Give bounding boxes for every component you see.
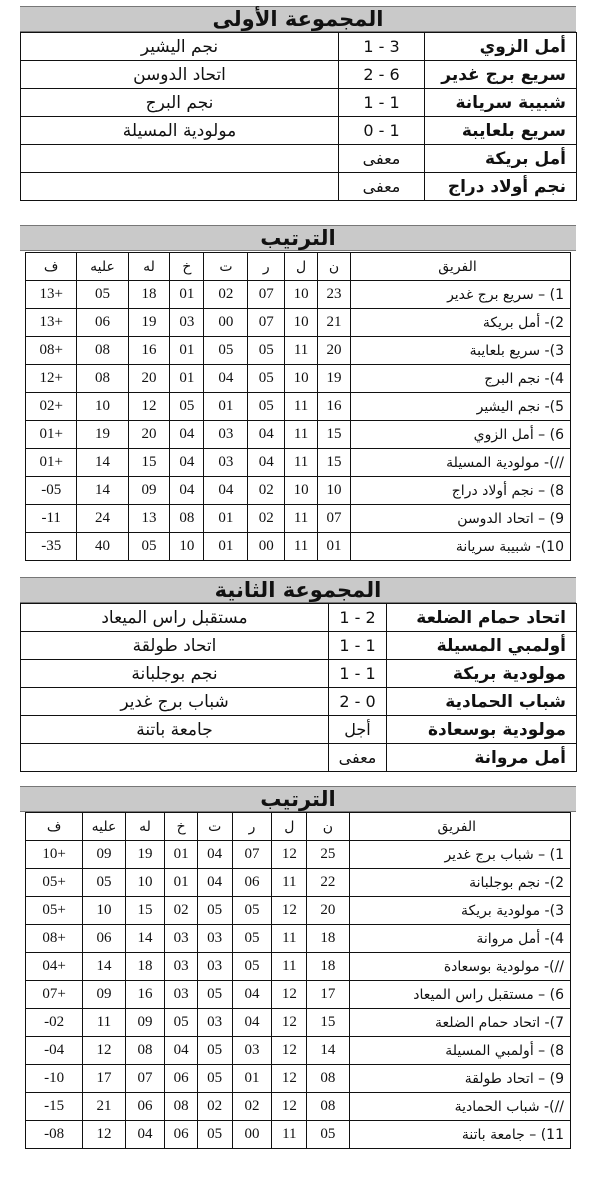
stat-cell: 10 (83, 897, 125, 925)
team-name: //)- شباب الحمادية (349, 1093, 570, 1121)
stat-cell: 11 (285, 393, 318, 421)
stat-cell: 01 (165, 841, 197, 869)
stat-cell: 08 (125, 1037, 165, 1065)
stat-cell: 04 (125, 1121, 165, 1149)
stat-cell: 05 (77, 281, 128, 309)
stat-cell: 07 (248, 309, 285, 337)
stat-cell: 14 (307, 1037, 349, 1065)
stat-cell: 11 (285, 505, 318, 533)
stat-cell: 00 (248, 533, 285, 561)
home-team: اتحاد حمام الضلعة (387, 604, 577, 632)
stat-cell: 14 (125, 925, 165, 953)
stat-cell: 10 (285, 477, 318, 505)
result-row (21, 716, 577, 744)
standings-row (26, 505, 571, 533)
stat-cell: 19 (77, 421, 128, 449)
home-team: سريع بلعايبة (425, 117, 577, 145)
stat-cell: 04 (170, 449, 204, 477)
stat-cell: 15 (318, 421, 351, 449)
team-name: 3)- مولودية بريكة (349, 897, 570, 925)
group2-standings-title: الترتيب (20, 786, 576, 812)
stat-cell: +12 (26, 365, 77, 393)
stat-cell: 08 (165, 1093, 197, 1121)
stat-cell: 02 (204, 281, 248, 309)
team-name: 1) – شباب برج غدير (349, 841, 570, 869)
standings-row (26, 1037, 571, 1065)
stat-cell: 10 (170, 533, 204, 561)
stat-cell: 04 (170, 421, 204, 449)
stat-cell: 12 (272, 981, 307, 1009)
team-name: 5)- نجم اليشير (351, 393, 571, 421)
stat-cell: +13 (26, 309, 77, 337)
result-row (21, 604, 577, 632)
stat-cell: 03 (197, 925, 232, 953)
stat-cell: 01 (170, 365, 204, 393)
stat-cell: 12 (272, 1093, 307, 1121)
stat-column-header: ل (285, 253, 318, 281)
stat-cell: 15- (26, 1093, 83, 1121)
stat-cell: 01 (232, 1065, 272, 1093)
stat-cell: 21 (318, 309, 351, 337)
away-team: اتحاد الدوسن (21, 61, 339, 89)
home-team: أمل بريكة (425, 145, 577, 173)
stat-cell: 06 (232, 869, 272, 897)
away-team: مستقبل راس الميعاد (21, 604, 329, 632)
stat-cell: 01 (204, 533, 248, 561)
standings-row (26, 925, 571, 953)
stat-column-header: عليه (77, 253, 128, 281)
stat-cell: 13 (128, 505, 170, 533)
stat-cell: 01 (204, 505, 248, 533)
stat-cell: 08 (307, 1065, 349, 1093)
stat-column-header: ف (26, 813, 83, 841)
standings-row (26, 449, 571, 477)
stat-cell: +05 (26, 897, 83, 925)
team-name: 9) – اتحاد الدوسن (351, 505, 571, 533)
stat-cell: 11 (272, 925, 307, 953)
stat-column-header: له (128, 253, 170, 281)
stat-cell: 04 (204, 477, 248, 505)
result-row (21, 33, 577, 61)
stat-cell: 03 (165, 981, 197, 1009)
home-team: أمل مروانة (387, 744, 577, 772)
stat-cell: 04 (197, 869, 232, 897)
stat-cell: 02 (232, 1093, 272, 1121)
stat-cell: 10 (77, 393, 128, 421)
stat-cell: 11 (83, 1009, 125, 1037)
stat-cell: 10 (318, 477, 351, 505)
stat-cell: 05 (197, 1065, 232, 1093)
stat-cell: 10 (285, 365, 318, 393)
team-name: //)- مولودية المسيلة (351, 449, 571, 477)
stat-cell: 22 (307, 869, 349, 897)
stat-cell: 20 (128, 421, 170, 449)
stat-cell: 05 (197, 897, 232, 925)
standings-row (26, 953, 571, 981)
stat-cell: 09 (83, 841, 125, 869)
stat-cell: +13 (26, 281, 77, 309)
stat-cell: 03 (165, 925, 197, 953)
stat-cell: 18 (307, 925, 349, 953)
home-team: أمل الزوي (425, 33, 577, 61)
team-name: 6) – مستقبل راس الميعاد (349, 981, 570, 1009)
stat-cell: 01 (318, 533, 351, 561)
stat-cell: 07 (232, 841, 272, 869)
team-name: 10)- شبيبة سريانة (351, 533, 571, 561)
stat-column-header: خ (165, 813, 197, 841)
stat-column-header: ر (232, 813, 272, 841)
stat-cell: 08- (26, 1121, 83, 1149)
result-row (21, 145, 577, 173)
stat-cell: 04 (248, 421, 285, 449)
stat-cell: 07 (248, 281, 285, 309)
stat-cell: 15 (318, 449, 351, 477)
stat-cell: 19 (125, 841, 165, 869)
stat-cell: +07 (26, 981, 83, 1009)
match-score: معفى (329, 744, 387, 772)
stat-column-header: ت (204, 253, 248, 281)
result-row (21, 744, 577, 772)
stat-cell: 16 (318, 393, 351, 421)
stat-cell: 12 (272, 1065, 307, 1093)
result-row (21, 660, 577, 688)
stat-cell: 05 (307, 1121, 349, 1149)
stat-cell: 08 (77, 365, 128, 393)
team-name: 2)- نجم بوجلبانة (349, 869, 570, 897)
team-column-header: الفريق (349, 813, 570, 841)
group2-title: المجموعة الثانية (20, 577, 576, 603)
stat-cell: 01 (204, 393, 248, 421)
stat-cell: 03 (232, 1037, 272, 1065)
result-row (21, 117, 577, 145)
stat-column-header: ل (272, 813, 307, 841)
stat-cell: 15 (125, 897, 165, 925)
stat-cell: +01 (26, 421, 77, 449)
match-score: 2 - 1 (329, 604, 387, 632)
stat-cell: 35- (26, 533, 77, 561)
team-name: 4)- نجم البرج (351, 365, 571, 393)
stat-cell: 06 (83, 925, 125, 953)
stat-cell: 05 (197, 1121, 232, 1149)
stat-cell: 18 (125, 953, 165, 981)
stat-column-header: ر (248, 253, 285, 281)
away-team: نجم بوجلبانة (21, 660, 329, 688)
away-team (21, 173, 339, 201)
stat-column-header: ت (197, 813, 232, 841)
home-team: مولودية بوسعادة (387, 716, 577, 744)
stat-cell: 02 (197, 1093, 232, 1121)
stat-cell: +05 (26, 869, 83, 897)
match-score: 1 - 1 (329, 632, 387, 660)
stat-column-header: عليه (83, 813, 125, 841)
stat-cell: 01 (165, 869, 197, 897)
stat-cell: 05- (26, 477, 77, 505)
away-team (21, 145, 339, 173)
standings-row (26, 1093, 571, 1121)
standings-row (26, 365, 571, 393)
standings-row (26, 869, 571, 897)
standings-row (26, 393, 571, 421)
match-score: 1 - 1 (329, 660, 387, 688)
stat-cell: 15 (307, 1009, 349, 1037)
stat-cell: 04 (232, 981, 272, 1009)
stat-column-header: ف (26, 253, 77, 281)
stat-cell: 12 (272, 897, 307, 925)
team-name: 2)- أمل بريكة (351, 309, 571, 337)
stat-cell: 08 (307, 1093, 349, 1121)
stat-cell: +01 (26, 449, 77, 477)
match-score: 0 - 2 (329, 688, 387, 716)
result-row (21, 688, 577, 716)
stat-cell: 01 (170, 337, 204, 365)
stat-cell: 00 (204, 309, 248, 337)
stat-cell: 11- (26, 505, 77, 533)
stat-cell: 10 (285, 309, 318, 337)
standings-row (26, 981, 571, 1009)
standings-header-row (26, 253, 571, 281)
stat-cell: 05 (128, 533, 170, 561)
stat-cell: 04- (26, 1037, 83, 1065)
group1-title: المجموعة الأولى (20, 6, 576, 32)
stat-cell: 21 (83, 1093, 125, 1121)
stat-cell: 17 (307, 981, 349, 1009)
stat-cell: 05 (248, 365, 285, 393)
stat-cell: 04 (204, 365, 248, 393)
stat-cell: 09 (83, 981, 125, 1009)
stat-cell: 11 (272, 869, 307, 897)
stat-cell: 20 (318, 337, 351, 365)
match-score: 1 - 0 (339, 117, 425, 145)
stat-column-header: ن (307, 813, 349, 841)
standings-row (26, 841, 571, 869)
team-name: 9) – اتحاد طولقة (349, 1065, 570, 1093)
team-name: 1) – سريع برج غدير (351, 281, 571, 309)
away-team: نجم البرج (21, 89, 339, 117)
stat-cell: 05 (232, 953, 272, 981)
stat-cell: 11 (285, 533, 318, 561)
stat-cell: 12 (272, 1037, 307, 1065)
away-team: نجم اليشير (21, 33, 339, 61)
away-team (21, 744, 329, 772)
home-team: شبيبة سريانة (425, 89, 577, 117)
team-name: 6) – أمل الزوي (351, 421, 571, 449)
match-score: معفى (339, 145, 425, 173)
standings-row (26, 309, 571, 337)
stat-cell: 12 (83, 1121, 125, 1149)
standings-row (26, 421, 571, 449)
stat-cell: 04 (170, 477, 204, 505)
stat-cell: 40 (77, 533, 128, 561)
team-name: 11) – جامعة باتنة (349, 1121, 570, 1149)
stat-cell: 10 (125, 869, 165, 897)
stat-cell: 11 (285, 449, 318, 477)
stat-cell: 03 (204, 449, 248, 477)
stat-cell: 04 (248, 449, 285, 477)
stat-cell: 02 (248, 477, 285, 505)
stat-cell: 18 (128, 281, 170, 309)
stat-cell: 12 (272, 841, 307, 869)
match-score: 1 - 1 (339, 89, 425, 117)
stat-cell: 10- (26, 1065, 83, 1093)
stat-cell: +08 (26, 925, 83, 953)
standings-row (26, 281, 571, 309)
standings-row (26, 337, 571, 365)
stat-cell: 09 (125, 1009, 165, 1037)
stat-cell: 02 (165, 897, 197, 925)
stat-cell: 11 (272, 953, 307, 981)
stat-cell: 19 (318, 365, 351, 393)
stat-cell: +04 (26, 953, 83, 981)
stat-cell: 00 (232, 1121, 272, 1149)
stat-cell: 03 (197, 953, 232, 981)
group2-standings-table (25, 812, 571, 1149)
stat-cell: 03 (204, 421, 248, 449)
result-row (21, 173, 577, 201)
group1-results-table (20, 32, 577, 201)
stat-cell: 12 (128, 393, 170, 421)
standings-header-row (26, 813, 571, 841)
home-team: سريع برج غدير (425, 61, 577, 89)
stat-column-header: ن (318, 253, 351, 281)
team-column-header: الفريق (351, 253, 571, 281)
group1-standings-table (25, 252, 571, 561)
standings-row (26, 1009, 571, 1037)
stat-cell: 02 (248, 505, 285, 533)
stat-cell: +10 (26, 841, 83, 869)
stat-cell: 06 (125, 1093, 165, 1121)
stat-cell: 12 (83, 1037, 125, 1065)
stat-cell: 03 (170, 309, 204, 337)
team-name: 4)- أمل مروانة (349, 925, 570, 953)
stat-cell: 03 (197, 1009, 232, 1037)
result-row (21, 61, 577, 89)
stat-cell: 08 (170, 505, 204, 533)
team-name: //)- مولودية بوسعادة (349, 953, 570, 981)
stat-cell: 05 (248, 393, 285, 421)
standings-row (26, 897, 571, 925)
stat-cell: 05 (248, 337, 285, 365)
stat-cell: 02- (26, 1009, 83, 1037)
match-score: 6 - 2 (339, 61, 425, 89)
stat-cell: 11 (285, 337, 318, 365)
standings-row (26, 1065, 571, 1093)
stat-cell: 01 (170, 281, 204, 309)
stat-cell: 05 (170, 393, 204, 421)
stat-cell: 05 (204, 337, 248, 365)
stat-cell: 10 (285, 281, 318, 309)
team-name: 3)- سريع بلعايبة (351, 337, 571, 365)
stat-cell: 20 (128, 365, 170, 393)
away-team: شباب برج غدير (21, 688, 329, 716)
match-score: معفى (339, 173, 425, 201)
result-row (21, 632, 577, 660)
home-team: شباب الحمادية (387, 688, 577, 716)
team-name: 8) – نجم أولاد دراج (351, 477, 571, 505)
stat-cell: 05 (83, 869, 125, 897)
stat-cell: 17 (83, 1065, 125, 1093)
stat-cell: 09 (128, 477, 170, 505)
team-name: 8) – أولمبي المسيلة (349, 1037, 570, 1065)
stat-cell: 06 (77, 309, 128, 337)
stat-cell: 08 (77, 337, 128, 365)
stat-cell: 05 (165, 1009, 197, 1037)
stat-cell: 04 (197, 841, 232, 869)
stat-cell: 16 (125, 981, 165, 1009)
standings-row (26, 533, 571, 561)
stat-cell: 03 (165, 953, 197, 981)
stat-cell: 11 (272, 1121, 307, 1149)
stat-cell: 25 (307, 841, 349, 869)
match-score: 3 - 1 (339, 33, 425, 61)
stat-cell: 04 (232, 1009, 272, 1037)
stat-cell: 14 (77, 477, 128, 505)
stat-cell: 12 (272, 1009, 307, 1037)
home-team: نجم أولاد دراج (425, 173, 577, 201)
stat-cell: 05 (197, 981, 232, 1009)
stat-column-header: له (125, 813, 165, 841)
away-team: مولودية المسيلة (21, 117, 339, 145)
match-score: أجل (329, 716, 387, 744)
standings-row (26, 477, 571, 505)
result-row (21, 89, 577, 117)
stat-cell: 19 (128, 309, 170, 337)
stat-cell: 11 (285, 421, 318, 449)
standings-row (26, 1121, 571, 1149)
stat-cell: 07 (318, 505, 351, 533)
stat-cell: 06 (165, 1121, 197, 1149)
home-team: أولمبي المسيلة (387, 632, 577, 660)
group1-standings-title: الترتيب (20, 225, 576, 251)
stat-cell: 20 (307, 897, 349, 925)
stat-cell: 06 (165, 1065, 197, 1093)
away-team: اتحاد طولقة (21, 632, 329, 660)
stat-cell: 07 (125, 1065, 165, 1093)
group2-results-table (20, 603, 577, 772)
stat-cell: 05 (232, 925, 272, 953)
stat-column-header: خ (170, 253, 204, 281)
stat-cell: 23 (318, 281, 351, 309)
away-team: جامعة باتنة (21, 716, 329, 744)
stat-cell: +08 (26, 337, 77, 365)
stat-cell: 18 (307, 953, 349, 981)
stat-cell: 04 (165, 1037, 197, 1065)
stat-cell: 14 (83, 953, 125, 981)
stat-cell: 16 (128, 337, 170, 365)
home-team: مولودية بريكة (387, 660, 577, 688)
stat-cell: 14 (77, 449, 128, 477)
stat-cell: +02 (26, 393, 77, 421)
stat-cell: 24 (77, 505, 128, 533)
stat-cell: 15 (128, 449, 170, 477)
stat-cell: 05 (232, 897, 272, 925)
stat-cell: 05 (197, 1037, 232, 1065)
team-name: 7)- اتحاد حمام الضلعة (349, 1009, 570, 1037)
